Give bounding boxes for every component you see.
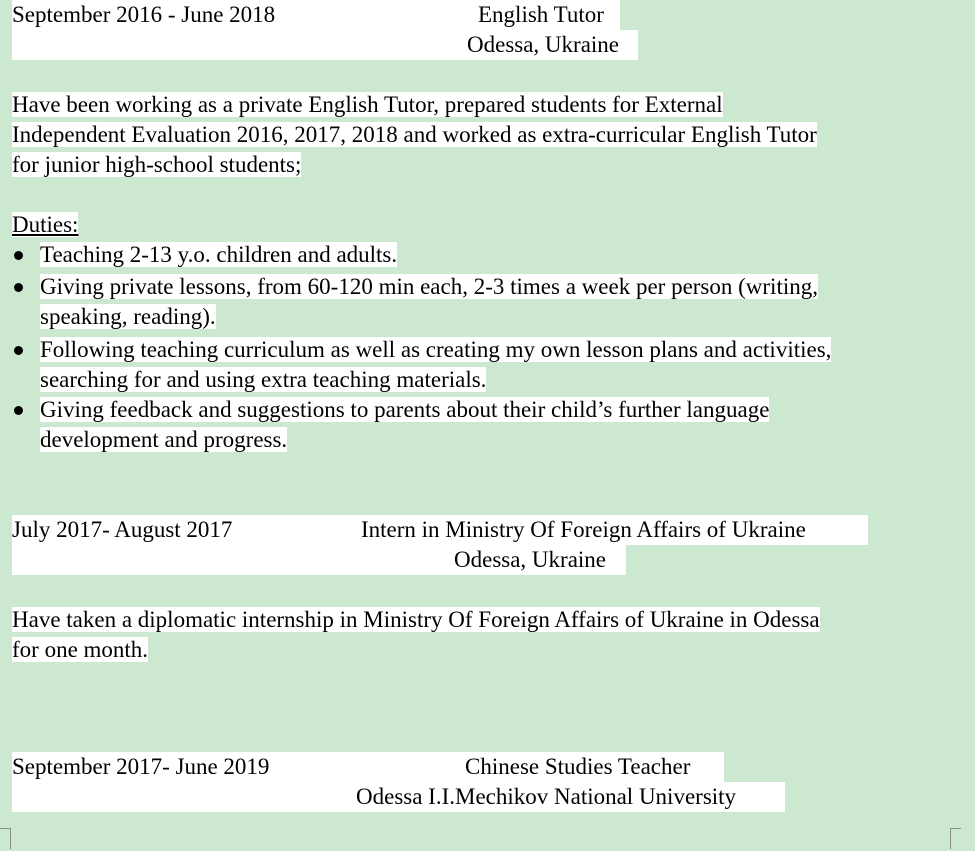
duty-1-line-1: Teaching 2-13 y.o. children and adults. bbox=[40, 242, 398, 267]
entry-1-title: English Tutor bbox=[478, 2, 604, 27]
entry-1-description-line-1: Have been working as a private English Tutor, prepared students for External bbox=[12, 92, 723, 117]
bullet-icon bbox=[14, 283, 23, 292]
bullet-icon bbox=[14, 251, 23, 260]
entry-3-title: Chinese Studies Teacher bbox=[465, 754, 691, 779]
entry-1-description-line-2: Independent Evaluation 2016, 2017, 2018 and worked as extra-curricular English Tutor bbox=[12, 122, 817, 147]
entry-2-description-line-2: for one month. bbox=[12, 637, 149, 662]
duty-3-line-1: Following teaching curriculum as well as creating my own lesson plans and activities, bbox=[40, 337, 832, 362]
duty-2-line-1: Giving private lessons, from 60-120 min each, 2-3 times a week per person (writing, bbox=[40, 274, 818, 299]
entry-1-location: Odessa, Ukraine bbox=[467, 32, 620, 57]
duty-2-line-2: speaking, reading). bbox=[40, 304, 216, 329]
entry-1-dates: September 2016 - June 2018 bbox=[12, 2, 276, 27]
duty-3-line-2: searching for and using extra teaching materials. bbox=[40, 367, 487, 392]
entry-1-description-line-3: for junior high-school students; bbox=[12, 152, 302, 177]
duties-heading: Duties: bbox=[12, 212, 79, 237]
bullet-icon bbox=[14, 346, 23, 355]
duty-4-line-2: development and progress. bbox=[40, 427, 288, 452]
margin-corner-mark-right bbox=[950, 828, 961, 849]
entry-3-dates: September 2017- June 2019 bbox=[12, 754, 270, 779]
entry-2-description-line-1: Have taken a diplomatic internship in Ministry Of Foreign Affairs of Ukraine in Odessa bbox=[12, 607, 820, 632]
entry-2-dates: July 2017- August 2017 bbox=[12, 517, 233, 542]
entry-2-title: Intern in Ministry Of Foreign Affairs of Ukraine bbox=[361, 517, 806, 542]
duty-4-line-1: Giving feedback and suggestions to parents about their child’s further language bbox=[40, 397, 770, 422]
bullet-icon bbox=[14, 406, 23, 415]
entry-3-location: Odessa I.I.Mechikov National University bbox=[356, 784, 737, 809]
entry-2-location: Odessa, Ukraine bbox=[454, 547, 607, 572]
margin-corner-mark-left bbox=[0, 828, 11, 849]
